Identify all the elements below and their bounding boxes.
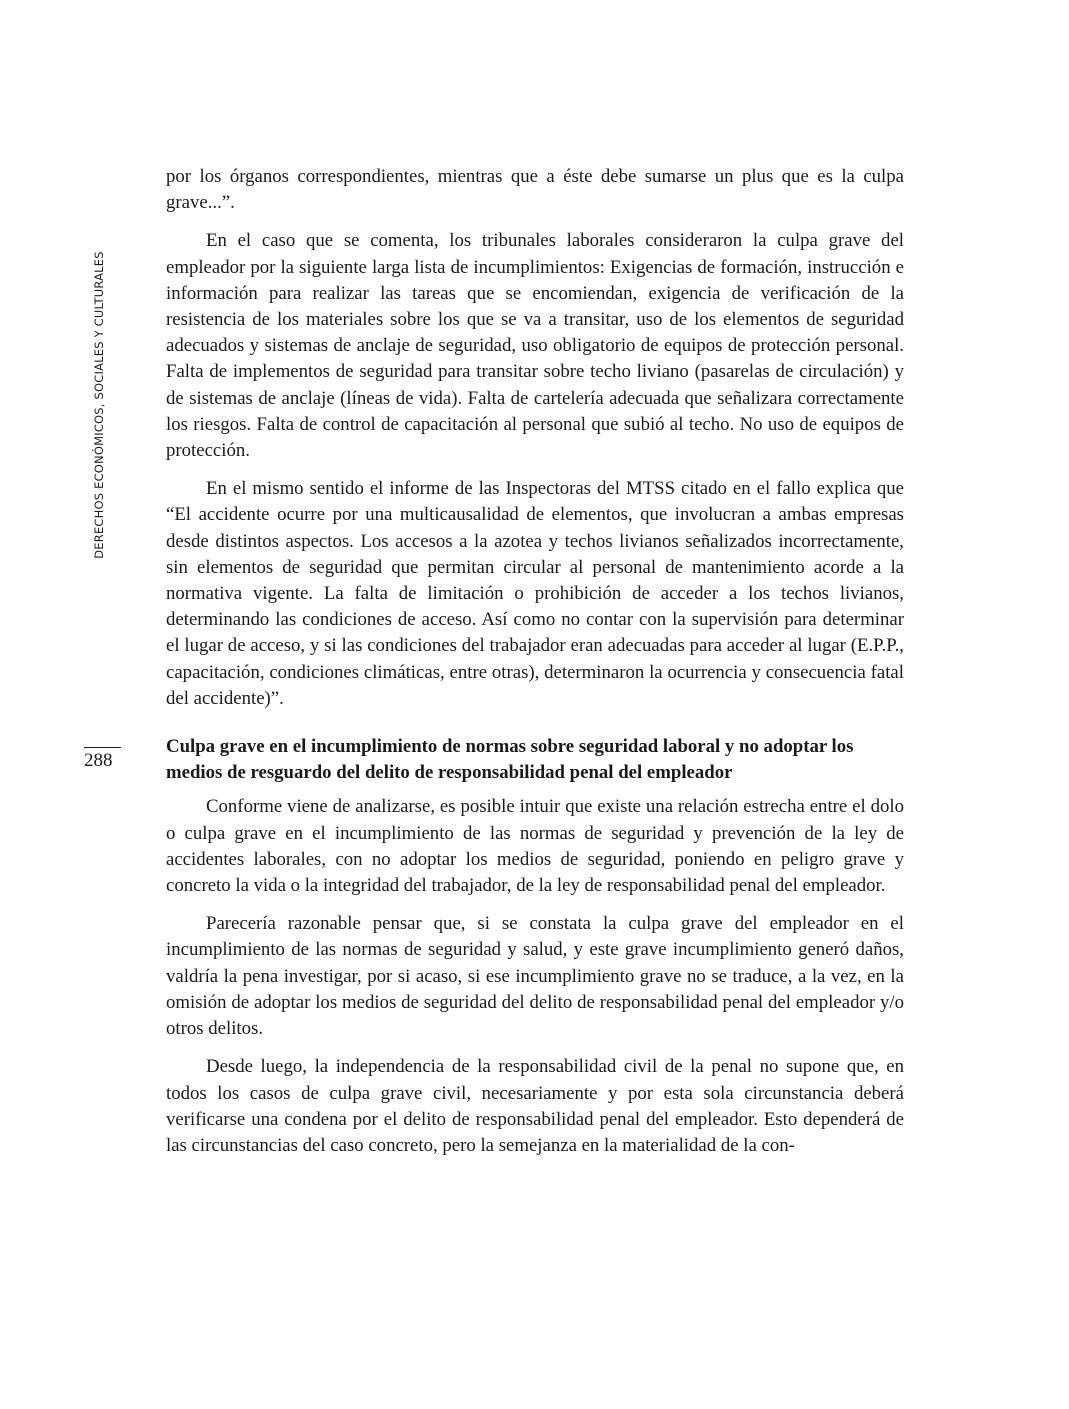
paragraph: Conforme viene de analizarse, es posible intuir que existe una relación estrecha entre el dolo o culpa grave en el incumplimiento de las normas de seguridad y prevención de la ley de accidentes laborales, con no adoptar los medios de seguridad, poniendo en peligro grave y concreto la vida o la integridad del trabajador, de la ley de responsabilidad penal del empleador. <box>166 796 904 897</box>
page-number-rule <box>84 747 121 748</box>
running-head: DERECHOS ECONÓMICOS, SOCIALES Y CULTURALES <box>92 251 106 559</box>
body-text-column <box>166 164 904 1171</box>
paragraph-continuation: por los órganos correspondientes, mientras que a éste debe sumarse un plus que es la culpa grave...”. <box>166 166 904 214</box>
section-heading: Culpa grave en el incumplimiento de normas sobre seguridad laboral y no adoptar los medios de resguardo del delito de responsabilidad penal del empleador <box>166 736 854 784</box>
paragraph: Parecería razonable pensar que, si se constata la culpa grave del empleador en el incumplimiento de las normas de seguridad y salud, y este grave incumplimiento generó daños, valdría la pena investigar, por si acaso, si ese incumplimiento grave no se traduce, a la vez, en la omisión de adoptar los medios de seguridad del delito de responsabilidad penal del empleador y/o otros delitos. <box>166 913 904 1040</box>
paragraph: Desde luego, la independencia de la responsabilidad civil de la penal no supone que, en todos los casos de culpa grave civil, necesariamente y por esta sola circunstancia deberá verificarse una condena por el delito de responsabilidad penal del empleador. Esto dependerá de las circunstancias del caso concreto, pero la semejanza en la materialidad de la con- <box>166 1056 904 1156</box>
page-number: 288 <box>84 750 113 771</box>
paragraph: En el caso que se comenta, los tribunales laborales consideraron la culpa grave del empleador por la siguiente larga lista de incumplimientos: Exigencias de formación, instrucción e información para realizar las tareas que se encomiendan, exigencia de verificación de la resistencia de los materiales sobre los que se va a transitar, uso de los elementos de seguridad adecuados y sistemas de anclaje de seguridad, uso obligatorio de equipos de protección personal. Falta de implementos de seguridad para transitar sobre techo liviano (pasarelas de circulación) y de sistemas de anclaje (líneas de vida). Falta de cartelería adecuada que señalizara correctamente los riesgos. Falta de control de capacitación al personal que subió al techo. No uso de equipos de protección. <box>166 230 904 462</box>
paragraph: En el mismo sentido el informe de las Inspectoras del MTSS citado en el fallo explica que “El accidente ocurre por una multicausalidad de elementos, que involucran a ambas empresas desde distintos aspectos. Los accesos a la azotea y techos livianos señalizados incorrectamente, sin elementos de seguridad que permitan circular al personal de mantenimiento acorde a la normativa vigente. La falta de limitación o prohibición de acceder a los techos livianos, determinando las condiciones de acceso. Así como no contar con la supervisión para determinar el lugar de acceso, y si las condiciones del trabajador eran adecuadas para acceder al lugar (E.P.P., capacitación, condiciones climáticas, entre otras), determinaron la ocurrencia y consecuencia fatal del accidente)”. <box>166 478 904 709</box>
